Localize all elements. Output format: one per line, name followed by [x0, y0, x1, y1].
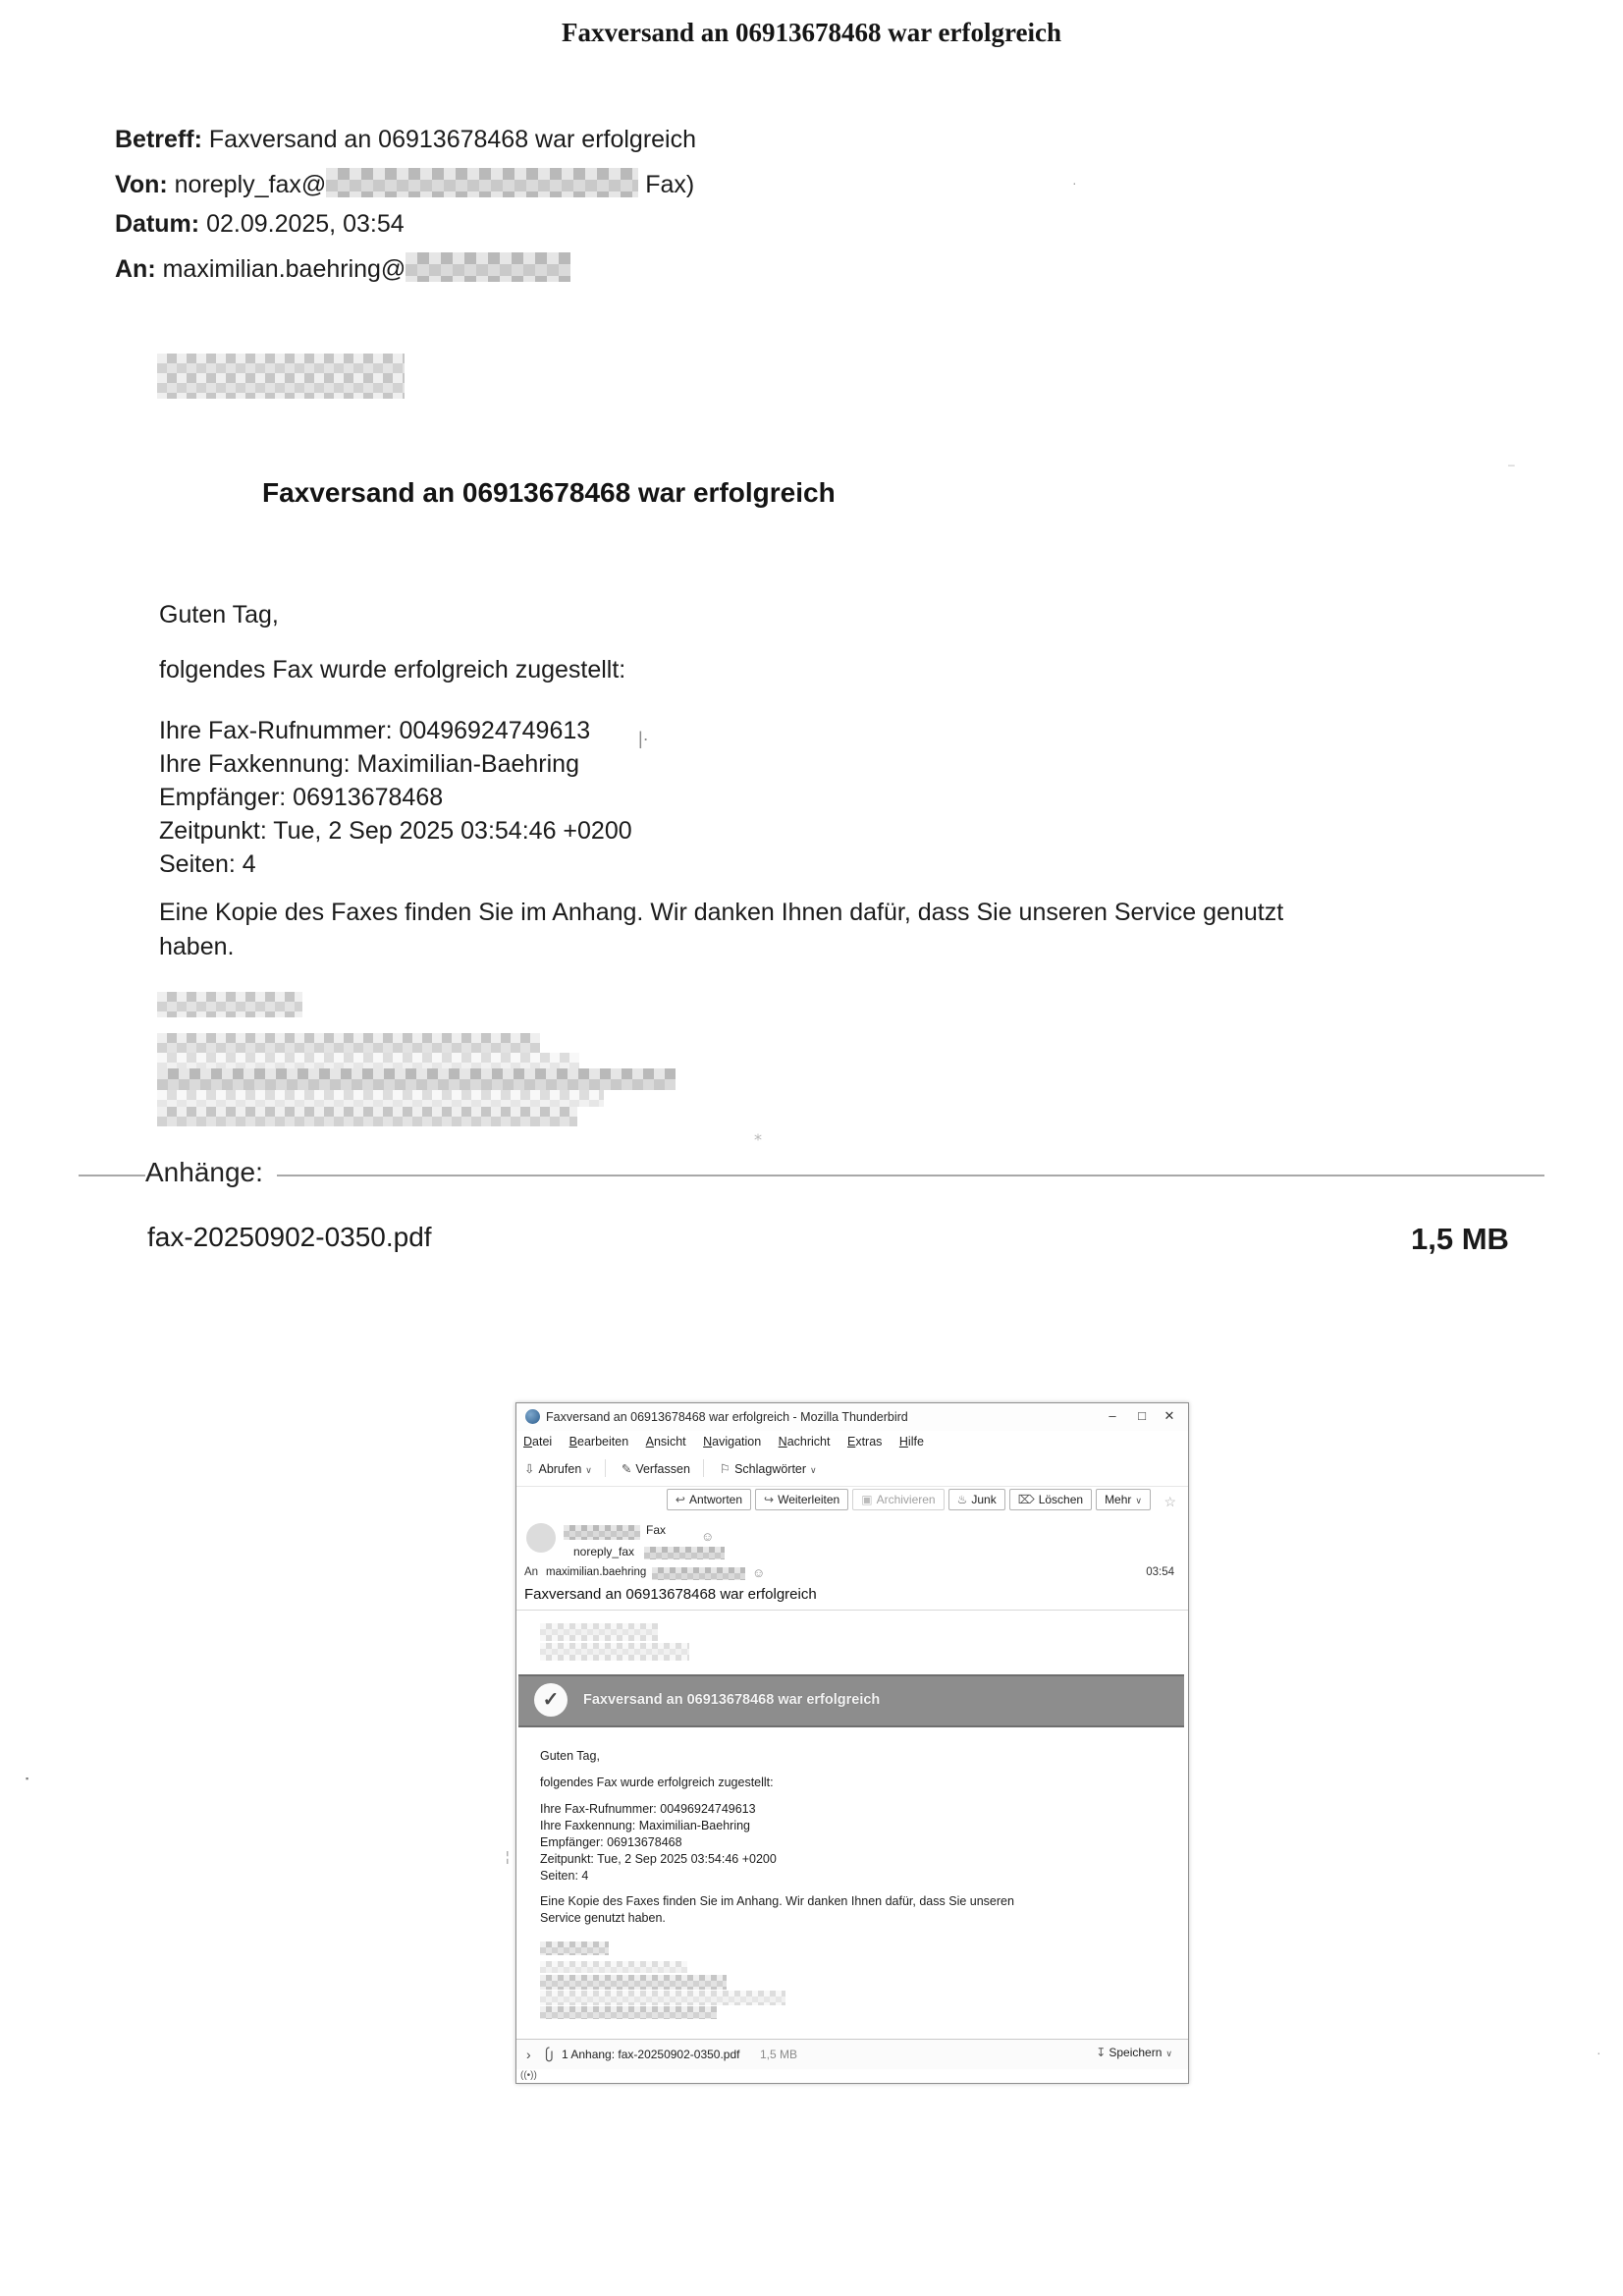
reply-label: Antworten	[688, 1493, 743, 1506]
thunderbird-main-toolbar	[516, 1454, 1188, 1487]
save-label: Speichern	[1109, 2046, 1163, 2059]
tags-button[interactable]	[720, 1461, 817, 1476]
scan-artifact: ⁎	[754, 1127, 762, 1144]
maximize-button[interactable]: □	[1138, 1408, 1146, 1423]
tb-greeting: Guten Tag,	[540, 1749, 600, 1763]
chevron-down-icon: ∨	[585, 1465, 592, 1475]
tb-detail-fax-id: Ihre Faxkennung: Maximilian-Baehring	[540, 1819, 750, 1832]
forward-label: Weiterleiten	[778, 1493, 840, 1506]
menu-hilfe[interactable]: Hilfe	[898, 1435, 924, 1449]
compose-button[interactable]	[622, 1461, 690, 1476]
redacted-sender-name	[564, 1525, 640, 1540]
banner-title: Faxversand an 06913678468 war erfolgreich	[583, 1692, 881, 1708]
junk-icon: ♨	[956, 1493, 968, 1506]
header-date-row	[115, 210, 405, 239]
redacted-from-domain	[326, 168, 638, 197]
junk-label: Junk	[971, 1493, 997, 1506]
attachment-file-size: 1,5 MB	[1411, 1222, 1509, 1256]
closing-text: Eine Kopie des Faxes finden Sie im Anhang. Wir danken Ihnen dafür, dass Sie unseren Service genutzt haben.	[159, 899, 1284, 960]
get-mail-icon: ⇩	[524, 1462, 535, 1476]
get-mail-label: Abrufen	[538, 1462, 582, 1476]
redacted-signature-line-1	[157, 1033, 540, 1053]
attachments-divider	[79, 1175, 1544, 1176]
attachment-bar-size: 1,5 MB	[760, 2048, 798, 2061]
header-from-row	[115, 168, 694, 199]
redacted-signature-line-3	[157, 1068, 676, 1090]
redacted-sender-address	[644, 1547, 725, 1559]
get-mail-button[interactable]	[524, 1461, 592, 1476]
close-button[interactable]: ✕	[1163, 1408, 1175, 1423]
thunderbird-window-screenshot	[515, 1402, 1189, 2084]
thunderbird-message-toolbar	[516, 1486, 1188, 1517]
more-button[interactable]	[1096, 1489, 1151, 1510]
redacted-body-logo-line-1	[540, 1623, 658, 1641]
header-subject-row	[115, 126, 696, 154]
attachment-bar-label[interactable]: 1 Anhang: fax-20250902-0350.pdf	[562, 2048, 740, 2061]
tb-redacted-signature-line-4	[540, 2006, 717, 2019]
to-row-label: An	[524, 1566, 539, 1578]
contact-badge-icon[interactable]: ☺	[701, 1529, 715, 1544]
tb-redacted-signature-name	[540, 1941, 609, 1955]
thunderbird-window-title: Faxversand an 06913678468 war erfolgreich - Mozilla Thunderbird	[546, 1410, 908, 1424]
scan-artifact: ·	[1072, 175, 1077, 191]
save-attachment-button[interactable]	[1096, 2046, 1172, 2059]
forward-icon: ↪	[764, 1493, 775, 1506]
detail-fax-number: Ihre Fax-Rufnummer: 00496924749613	[159, 717, 591, 744]
message-header-pane	[516, 1517, 1188, 1611]
menu-nachricht[interactable]: Nachricht	[778, 1435, 831, 1449]
scan-artifact: ¦	[506, 1848, 510, 1864]
tb-detail-pages: Seiten: 4	[540, 1869, 589, 1883]
message-toolbar-buttons	[667, 1489, 1151, 1510]
detail-recipient: Empfänger: 06913678468	[159, 784, 444, 811]
redacted-recipient-domain	[652, 1567, 745, 1580]
tags-label: Schlagwörter	[734, 1462, 807, 1476]
redacted-body-logo-line-2	[540, 1643, 689, 1661]
attachment-expander-icon[interactable]: ›	[526, 2047, 531, 2062]
menu-extras[interactable]: Extras	[846, 1435, 883, 1449]
menu-datei[interactable]: Datei	[523, 1435, 553, 1449]
intro-text: folgendes Fax wurde erfolgreich zugestellt:	[159, 656, 626, 683]
sender-name-suffix: Fax	[646, 1523, 667, 1537]
attachment-file-name: fax-20250902-0350.pdf	[147, 1222, 432, 1252]
from-value-suffix: Fax)	[645, 171, 695, 198]
tb-redacted-signature-line-3	[540, 1991, 785, 2005]
subject-value: Faxversand an 06913678468 war erfolgreich	[208, 126, 697, 153]
chevron-down-icon: ∨	[1135, 1496, 1142, 1505]
tb-redacted-signature-line-1	[540, 1961, 687, 1973]
date-label: Datum:	[115, 210, 200, 238]
success-banner	[518, 1674, 1184, 1727]
checkmark-icon: ✓	[534, 1683, 568, 1717]
attachment-bar	[516, 2039, 1188, 2069]
tag-icon: ⚐	[719, 1462, 731, 1476]
sender-avatar	[526, 1523, 556, 1553]
contact-badge-icon[interactable]: ☺	[752, 1565, 766, 1580]
from-label: Von:	[115, 171, 168, 198]
menu-bearbeiten[interactable]: Bearbeiten	[568, 1435, 629, 1449]
redacted-signature-line-5	[157, 1107, 577, 1126]
tb-detail-fax-number: Ihre Fax-Rufnummer: 00496924749613	[540, 1802, 756, 1816]
chevron-down-icon: ∨	[810, 1465, 817, 1475]
detail-fax-id: Ihre Faxkennung: Maximilian-Baehring	[159, 750, 579, 778]
redacted-signature-line-4	[157, 1090, 604, 1107]
scan-artifact: ·	[1596, 2045, 1601, 2060]
greeting-text: Guten Tag,	[159, 601, 279, 629]
message-subject: Faxversand an 06913678468 war erfolgreich	[524, 1586, 817, 1603]
toolbar-separator	[605, 1459, 606, 1477]
thunderbird-menubar	[516, 1431, 1188, 1454]
message-time: 03:54	[1146, 1566, 1174, 1578]
date-value: 02.09.2025, 03:54	[206, 210, 405, 238]
message-title: Faxversand an 06913678468 war erfolgreich	[262, 477, 836, 508]
delete-label: Löschen	[1038, 1493, 1084, 1506]
to-label: An:	[115, 255, 156, 283]
sender-address-prefix: noreply_fax	[573, 1545, 635, 1558]
tb-detail-timestamp: Zeitpunkt: Tue, 2 Sep 2025 03:54:46 +0200	[540, 1852, 777, 1866]
print-header-title: Faxversand an 06913678468 war erfolgreich	[562, 18, 1061, 47]
compose-label: Verfassen	[635, 1462, 690, 1476]
tb-closing-line-2: Service genutzt haben.	[540, 1911, 666, 1925]
thunderbird-logo-icon	[525, 1409, 540, 1424]
redacted-signature-line-2	[157, 1053, 579, 1068]
tb-redacted-signature-line-2	[540, 1975, 727, 1990]
detail-timestamp: Zeitpunkt: Tue, 2 Sep 2025 03:54:46 +0200	[159, 817, 632, 845]
redacted-sender-logo	[157, 354, 405, 399]
compose-icon: ✎	[621, 1462, 632, 1476]
reply-icon: ↩	[675, 1493, 685, 1506]
delete-button[interactable]	[1009, 1489, 1092, 1510]
tb-detail-recipient: Empfänger: 06913678468	[540, 1835, 682, 1849]
to-row-value-prefix: maximilian.baehring	[546, 1566, 647, 1578]
thunderbird-titlebar	[516, 1403, 1188, 1431]
subject-label: Betreff:	[115, 126, 202, 153]
archive-icon: ▣	[861, 1493, 873, 1506]
paperclip-icon	[544, 2047, 555, 2062]
forward-button[interactable]	[755, 1489, 848, 1510]
more-label: Mehr	[1105, 1493, 1132, 1506]
menu-navigation[interactable]: Navigation	[703, 1435, 762, 1449]
chevron-down-icon: ∨	[1165, 2049, 1172, 2058]
from-value-prefix: noreply_fax@	[174, 171, 327, 198]
download-icon: ↧	[1096, 2046, 1107, 2059]
tb-closing-line-1: Eine Kopie des Faxes finden Sie im Anhang. Wir danken Ihnen dafür, dass Sie unseren	[540, 1894, 1014, 1908]
scan-artifact: –	[1508, 458, 1515, 471]
redacted-signature-name	[157, 992, 302, 1017]
to-value-prefix: maximilian.baehring@	[162, 255, 406, 283]
trash-icon: ⌦	[1017, 1493, 1035, 1506]
star-icon[interactable]: ☆	[1163, 1494, 1176, 1509]
scan-artifact: |·	[638, 729, 649, 748]
archive-button[interactable]	[852, 1489, 944, 1510]
scan-artifact: ▪	[26, 1774, 29, 1783]
redacted-to-domain	[406, 252, 570, 282]
header-to-row	[115, 252, 570, 284]
junk-button[interactable]	[948, 1489, 1005, 1510]
status-broadcast-icon: ((•))	[520, 2070, 537, 2081]
toolbar-separator	[703, 1459, 704, 1477]
menu-ansicht[interactable]: Ansicht	[645, 1435, 686, 1449]
attachments-label: Anhänge:	[145, 1157, 277, 1188]
minimize-button[interactable]: –	[1109, 1408, 1116, 1423]
detail-pages: Seiten: 4	[159, 850, 256, 878]
archive-label: Archivieren	[876, 1493, 936, 1506]
tb-intro: folgendes Fax wurde erfolgreich zugestellt:	[540, 1776, 774, 1789]
reply-button[interactable]	[667, 1489, 751, 1510]
